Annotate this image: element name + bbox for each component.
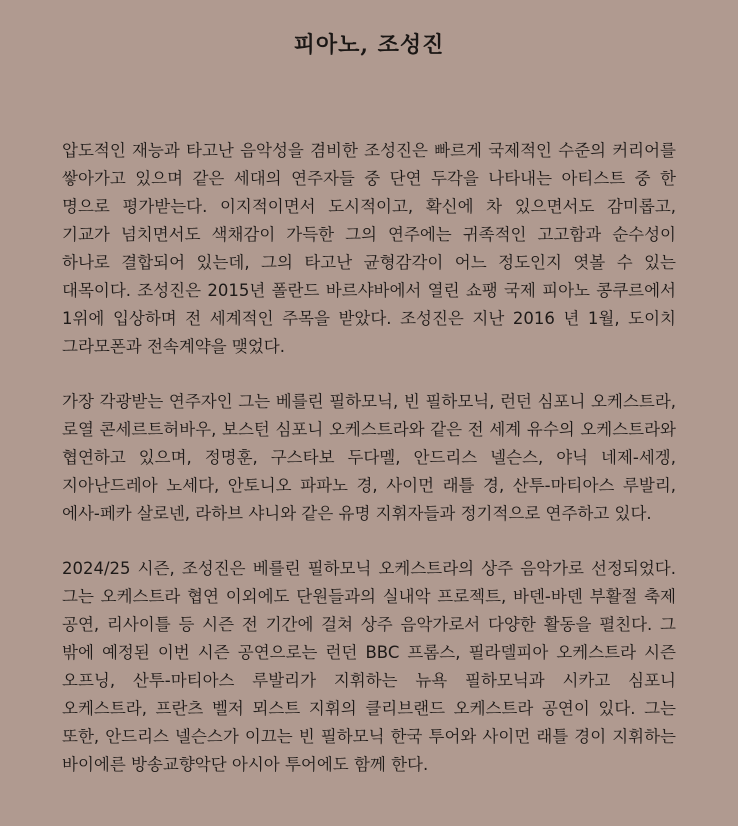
paragraph-1: 압도적인 재능과 타고난 음악성을 겸비한 조성진은 빠르게 국제적인 수준의 커리어를 쌓아가고 있으며 같은 세대의 연주자들 중 단연 두각을 나타내는 아티스트 중 한 명으로 평가받는다. 이지적이면서 도시적이고, 확신에 차 있으면서도 감미롭고, 기교가 넘치면서도 색채감이 가득한 그의 연주에는 귀족적인 고고함과 순수성이 하나로 결합되어 있는데, 그의 타고난 균형감각이 어느 정도인지 엿볼 수 있는 대목이다. 조성진은 2015년 폴란드 바르샤바에서 열린 쇼팽 국제 피아노 콩쿠르에서 1위에 입상하며 전 세계적인 주목을 받았다. 조성진은 지난 2016 년 1월, 도이치 그라모폰과 전속계약을 맺었다. xyxy=(62,141,676,356)
paragraph-3: 2024/25 시즌, 조성진은 베를린 필하모닉 오케스트라의 상주 음악가로 선정되었다. 그는 오케스트라 협연 이외에도 단원들과의 실내악 프로젝트, 바덴-바덴 부활절 축제 공연, 리사이틀 등 시즌 전 기간에 걸쳐 상주 음악가로서 다양한 활동을 펼친다. 그 밖에 예정된 이번 시즌 공연으로는 런던 BBC 프롬스, 필라델피아 오케스트라 시즌 오프닝, 산투-마티아스 루발리가 지휘하는 뉴욕 필하모닉과 시카고 심포니 오케스트라, 프란츠 벨저 뫼스트 지휘의 클리브랜드 오케스트라 공연이 있다. 그는 또한, 안드리스 넬슨스가 이끄는 빈 필하모닉 한국 투어와 사이먼 래틀 경이 지휘하는 바이에른 방송교향악단 아시아 투어에도 함께 한다. xyxy=(62,559,676,774)
page-title: 피아노, 조성진 xyxy=(293,32,445,58)
paragraph-2: 가장 각광받는 연주자인 그는 베를린 필하모닉, 빈 필하모닉, 런던 심포니 오케스트라, 로열 콘세르트허바우, 보스턴 심포니 오케스트라와 같은 전 세계 유수의 오케스트라와 협연하고 있으며, 정명훈, 구스타보 두다멜, 안드리스 넬슨스, 야닉 네제-세겡, 지아난드레아 노세다, 안토니오 파파노 경, 사이먼 래틀 경, 산투-마티아스 루발리, 에사-페카 살로넨, 라하브 샤니와 같은 유명 지휘자들과 정기적으로 연주하고 있다. xyxy=(62,392,676,523)
article-body xyxy=(62,137,676,779)
